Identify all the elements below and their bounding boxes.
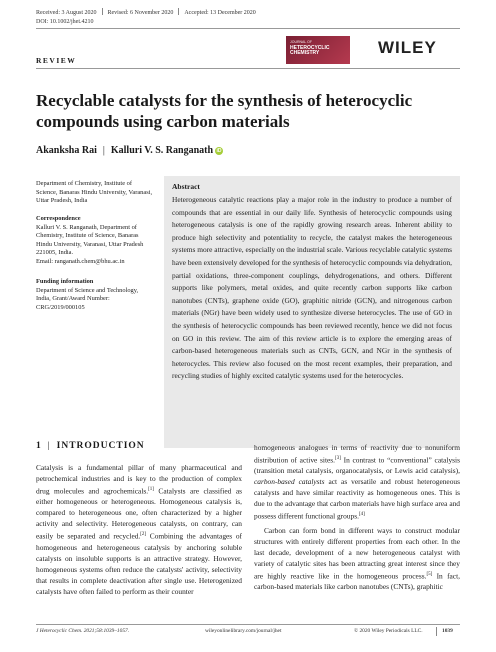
accepted-date: Accepted: 13 December 2020	[184, 10, 256, 16]
journal-logo-prefix: JOURNAL OF	[290, 40, 313, 44]
article-type-label: REVIEW	[36, 56, 77, 65]
page-number: 1039	[442, 628, 453, 634]
text-run: act as versatile and robust heterogeneous catalysts and have similar reactivity as homogeneous ones. This is due to the advantage that carbon materials have high surface area and possess different functional groups.	[254, 477, 460, 521]
citation[interactable]: [4]	[358, 512, 365, 518]
section-title: INTRODUCTION	[56, 441, 145, 451]
funding	[36, 278, 154, 312]
doi[interactable]: DOI: 10.1002/jhet.4210	[36, 19, 94, 25]
email-link[interactable]: Email: ranganath.chem@bhu.ac.in	[36, 257, 125, 265]
header-rule	[36, 28, 460, 29]
section-number: 1	[36, 441, 42, 451]
author-list	[36, 145, 223, 156]
text-run: In fact, carbon-based materials like carbon nanotubes (CNTs), graphitic	[254, 571, 460, 592]
text-run: In contrast to “conventional” catalysis (transition metal catalysis, organocatalysis, or Lewis acid catalysis),	[254, 455, 460, 476]
text-run: Catalysts are classified as either homogeneous or heterogeneous. Homogeneous catalysis is, compared to heterogeneous one, often characterized by a higher activity and selectivity. Heterogeneous catalysts, on contrary, can easily be separated and recycled.	[36, 486, 242, 541]
body-column-left	[36, 462, 242, 597]
funding-text: Department of Science and Technology, India, Grant/Award Number: CRG/2019/000105	[36, 286, 139, 311]
text-run: homogeneous analogues in terms of reactivity due to nonuniform distribution of active sites.	[254, 443, 460, 465]
text-run: Carbon can form bond in different ways to construct modular structures with entirely different properties from each other. In the last decade, development of a new heterogeneous catalyst with variety of catalytic sites has been attracting great interest since they are highly reactive like in the homogeneous process.	[254, 525, 460, 581]
received-date: Received: 3 August 2020	[36, 10, 97, 16]
publisher-logo: WILEY	[378, 38, 437, 57]
abstract-text: Heterogeneous catalytic reactions play a major role in the industry to produce a number of compounds that are essential in our daily life. Synthesis of heterocyclic compounds using heterogeneous catalysis is one of the rapidly growing research areas. Inherent ability to produce high selectivity and potentiality to recycle, the catalyst makes the heterogeneous systems more attractive, especially on the industrial scale. Various recyclable catalytic systems have been extensively developed for the synthesis of heterocyclic compounds via dehydration, partial oxidations, three-component couplings, dehydrogenations, and others. Different supports like polymers, metal oxides, and quite recently carbon supports like carbon nanotubes (CNTs), graphene oxide (GO), graphitic nitride (GCN), and nitrogenous carbon materials (NGr) have been widely used to synthesize diverse heterocycles. The use of GO in the synthesis of heterocyclic compounds has been reviewed recently, hence we did not focus on GO in this review. The aim of this review article is to explore the emerging areas of carbon-based heterogeneous materials such as CNTs, GCN, and NGr in the synthesis of heterocycles. This review also focused on the most recent examples, their preparation, and recycling studies of highly excited catalytic systems used for the heterocycles.	[172, 195, 452, 381]
abstract-panel	[164, 176, 460, 448]
journal-logo	[286, 36, 350, 64]
funding-heading: Funding information	[36, 278, 94, 285]
divider	[102, 8, 103, 15]
revised-date: Revised: 6 November 2020	[107, 10, 174, 16]
author-separator: |	[102, 145, 105, 156]
orcid-icon[interactable]: iD	[216, 148, 222, 154]
paragraph	[254, 442, 460, 522]
article-history	[36, 8, 256, 16]
section-heading	[36, 441, 145, 451]
body-column-right	[254, 442, 460, 592]
affiliation-text: Department of Chemistry, Institute of Science, Banaras Hindu University, Varanasi, Uttar Pradesh, India	[36, 180, 153, 205]
abstract-heading: Abstract	[172, 182, 200, 191]
section-separator: |	[47, 441, 51, 451]
citation[interactable]: [5]	[426, 571, 433, 577]
author-name[interactable]: Kalluri V. S. Ranganath	[110, 145, 214, 156]
copyright-notice: © 2020 Wiley Periodicals LLC.	[354, 628, 423, 634]
journal-url[interactable]: wileyonlinelibrary.com/journal/jhet	[205, 628, 282, 634]
text-run: Catalysis is a fundamental pillar of many pharmaceutical and petrochemical industries and is key to the production of complex drug molecules and agrochemicals.	[36, 463, 242, 496]
correspondence-text: Kalluri V. S. Ranganath, Department of Chemistry, Institute of Science, Banaras Hindu University, Varanasi, Uttar Pradesh 221005, India.	[36, 223, 144, 257]
emphasis-text: carbon-based catalysts	[254, 477, 325, 487]
paragraph	[254, 525, 460, 592]
affiliation	[36, 180, 154, 206]
divider	[436, 627, 437, 636]
footer-rule	[36, 624, 460, 625]
divider	[178, 8, 179, 15]
citation[interactable]: [3]	[335, 456, 341, 461]
correspondence-heading: Correspondence	[36, 215, 81, 222]
correspondence	[36, 215, 154, 267]
author-name[interactable]: Akanksha Rai	[36, 145, 97, 156]
paragraph	[36, 462, 242, 597]
journal-citation: J Heterocyclic Chem. 2021;58:1039–1057.	[36, 628, 130, 634]
journal-logo-name: HETEROCYCLIC CHEMISTRY	[290, 44, 330, 56]
citation[interactable]: [1]	[148, 487, 154, 492]
article-title: Recyclable catalysts for the synthesis of heterocyclic compounds using carbon materials	[36, 91, 413, 131]
citation[interactable]: [2]	[140, 532, 147, 538]
text-run: Combining the advantages of homogeneous and heterogeneous catalysis by anchoring soluble catalysts on insoluble supports is an attractive strategy. However, homogeneous systems often reduce the catalysts' activity, selectivity that results in complete deactivation after single use. Heterogenized catalysts have often failed to perform as their counter	[36, 531, 242, 596]
section-rule	[36, 68, 460, 69]
